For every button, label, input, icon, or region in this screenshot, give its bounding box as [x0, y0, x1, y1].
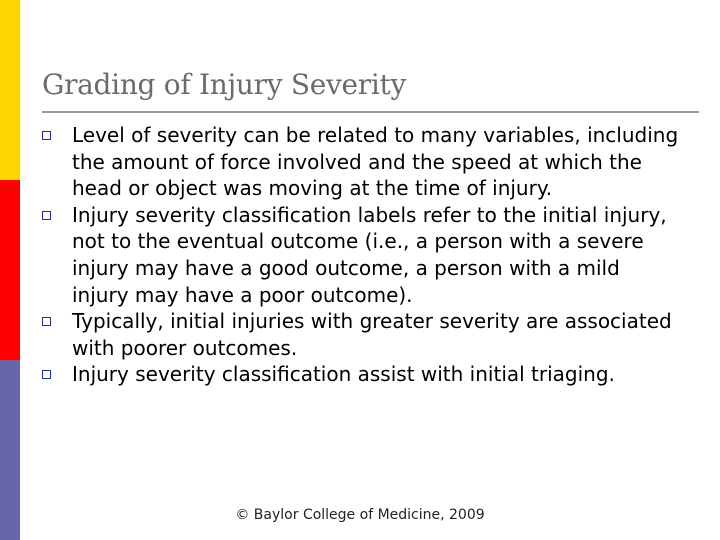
bullet-text: Injury severity classification labels refer to the initial injury, not to the eventual outcome (i.e., a person with a severe injury may have a good outcome, a person with a mild injury may have a poor outcome).: [72, 202, 667, 307]
square-bullet-icon: [42, 370, 51, 379]
bullet-item: [42, 202, 682, 308]
bullet-text: Injury severity classification assist with initial triaging.: [72, 362, 615, 387]
bullet-list: [42, 122, 682, 388]
accent-stripe-yellow: [0, 0, 20, 180]
title-divider: [42, 111, 699, 113]
bullet-item: [42, 308, 682, 361]
bullet-text: Level of severity can be related to many variables, including the amount of force involved and the speed at which the head or object was moving at the time of injury.: [72, 123, 679, 201]
square-bullet-icon: [42, 317, 51, 326]
bullet-item: [42, 361, 682, 388]
slide-title: Grading of Injury Severity: [42, 68, 406, 101]
square-bullet-icon: [42, 131, 51, 140]
bullet-text: Typically, initial injuries with greater severity are associated with poorer outcomes.: [72, 309, 672, 360]
bullet-item: [42, 122, 682, 202]
copyright-footer: © Baylor College of Medicine, 2009: [235, 507, 485, 523]
accent-stripe-red: [0, 180, 20, 360]
square-bullet-icon: [42, 211, 51, 220]
